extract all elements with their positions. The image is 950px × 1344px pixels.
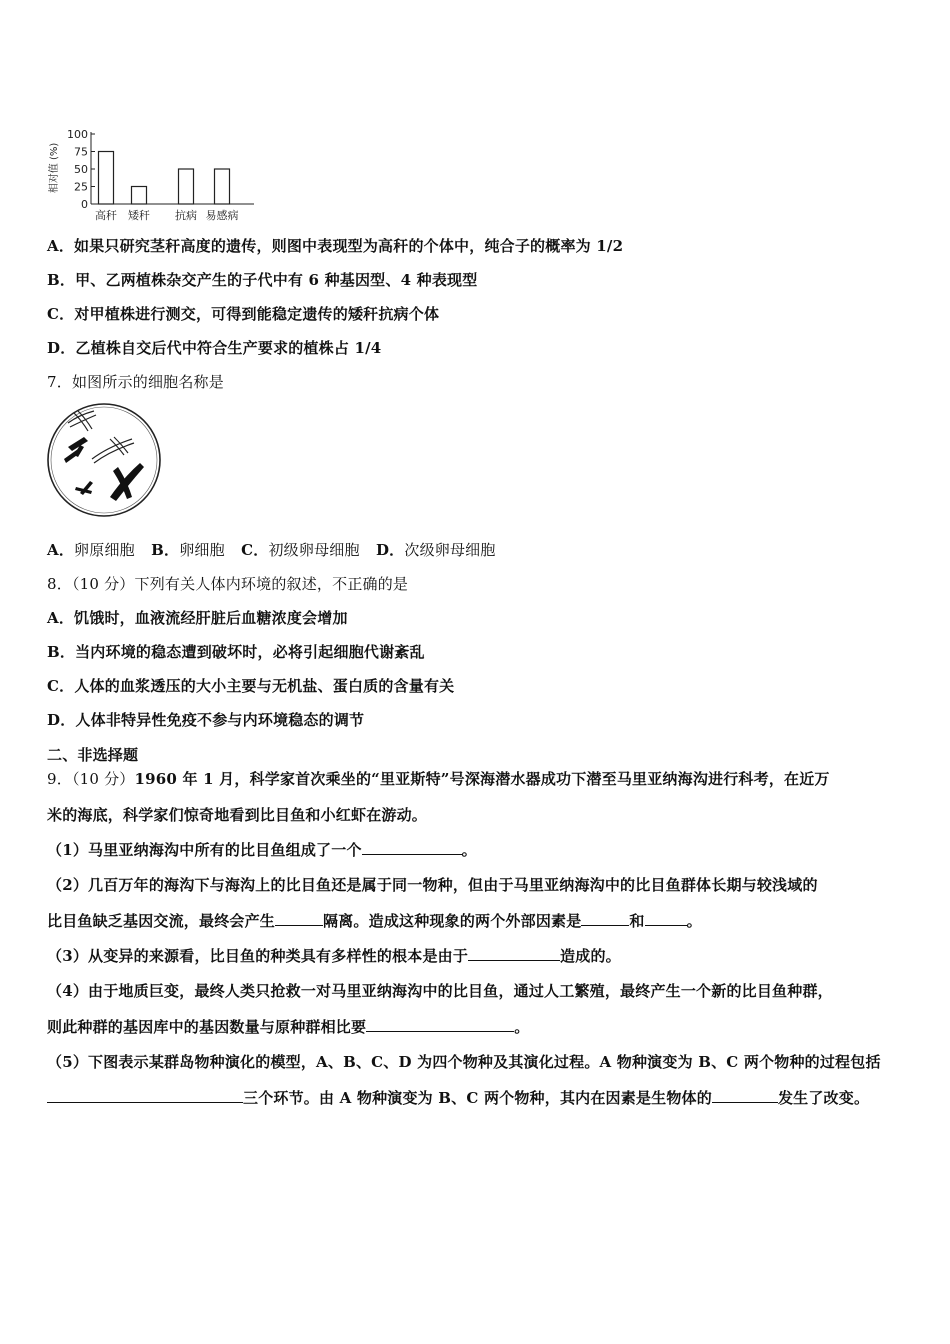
q9-part3 xyxy=(47,946,621,966)
y-tick-label: 0 xyxy=(81,198,88,211)
option-text: 甲、乙两植株杂交产生的子代中有 6 种基因型、4 种表现型 xyxy=(75,271,478,289)
x-tick-label: 矮秆 xyxy=(128,209,150,222)
question-score: （10 分） xyxy=(71,575,135,593)
text: （3）从变异的来源看，比目鱼的种类具有多样性的根本是由于 xyxy=(47,947,469,965)
question-number: 8． xyxy=(47,575,72,593)
q8-option-c[interactable] xyxy=(47,676,454,696)
option-letter: A． xyxy=(47,237,75,255)
answer-blank-6[interactable] xyxy=(366,1017,514,1032)
option-text: 卵原细胞 xyxy=(74,541,135,559)
option-text: 当内环境的稳态遭到破坏时，必将引起细胞代谢紊乱 xyxy=(75,643,425,661)
y-tick-label: 25 xyxy=(74,180,88,194)
q6-option-b[interactable] xyxy=(47,270,477,290)
q6-option-d[interactable] xyxy=(47,338,381,358)
option-text: 人体的血浆透压的大小主要与无机盐、蛋白质的含量有关 xyxy=(74,677,455,695)
text: 隔离。造成这种现象的两个外部因素是 xyxy=(323,912,582,930)
bar-2 xyxy=(132,187,147,205)
text: 和 xyxy=(629,912,645,930)
q9-part2-line2 xyxy=(47,911,702,931)
text: 比目鱼缺乏基因交流，最终会产生 xyxy=(47,912,276,930)
answer-blank-8[interactable] xyxy=(712,1088,778,1103)
answer-blank-5[interactable] xyxy=(468,946,560,961)
q6-option-c[interactable] xyxy=(47,304,439,324)
y-tick-label: 100 xyxy=(67,128,88,141)
q7-stem: 7．如图所示的细胞名称是 xyxy=(47,373,224,391)
option-text: 初级卵母细胞 xyxy=(268,541,360,559)
option-letter: B． xyxy=(47,271,76,289)
bar-chart xyxy=(44,120,274,230)
q9-part4-line2 xyxy=(47,1017,529,1037)
bar-4 xyxy=(215,169,230,204)
q9-intro-line1 xyxy=(47,769,830,789)
option-letter: A． xyxy=(47,541,75,559)
option-text: 乙植株自交后代中符合生产要求的植株占 1/4 xyxy=(75,339,382,357)
option-text: 人体非特异性免疫不参与内环境稳态的调节 xyxy=(75,711,365,729)
q9-intro-line2: 米的海底，科学家们惊奇地看到比目鱼和小红虾在游动。 xyxy=(47,806,428,824)
text: 发生了改变。 xyxy=(777,1089,870,1107)
q7-option-d[interactable] xyxy=(376,541,496,559)
option-text: 卵细胞 xyxy=(179,541,225,559)
q8-option-b[interactable] xyxy=(47,642,425,662)
x-tick-label: 易感病 xyxy=(205,209,239,222)
q7-option-c[interactable] xyxy=(241,541,360,559)
question-number: 9． xyxy=(47,770,72,788)
option-letter: C． xyxy=(241,541,269,559)
option-letter: B． xyxy=(151,541,180,559)
text: 。 xyxy=(686,912,702,930)
x-tick-label: 抗病 xyxy=(175,209,197,222)
q9-part5-line1: （5）下图表示某群岛物种演化的模型，A、B、C、D 为四个物种及其演化过程。A 物种演变为 B、C 两个物种的过程包括 xyxy=(47,1053,881,1071)
option-text: 次级卵母细胞 xyxy=(404,541,496,559)
section-heading: 二、非选择题 xyxy=(47,746,139,764)
option-text: 对甲植株进行测交，可得到能稳定遗传的矮秆抗病个体 xyxy=(74,305,440,323)
text: 。 xyxy=(461,841,477,859)
y-tick-label: 75 xyxy=(74,145,88,159)
y-tick-label: 50 xyxy=(74,163,88,176)
question-text: 1960 年 1 月，科学家首次乘坐的“里亚斯特”号深海潜水器成功下潜至马里亚纳海沟进行科考，在近万 xyxy=(134,770,830,788)
answer-blank-2[interactable] xyxy=(275,911,323,926)
bar-1 xyxy=(99,152,114,205)
option-text: 饥饿时，血液流经肝脏后血糖浓度会增加 xyxy=(74,609,348,627)
answer-blank-3[interactable] xyxy=(581,911,629,926)
text: （1）马里亚纳海沟中所有的比目鱼组成了一个 xyxy=(47,841,362,859)
q9-part1 xyxy=(47,840,477,860)
answer-blank-7[interactable] xyxy=(47,1088,243,1103)
question-text: 下列有关人体内环境的叙述，不正确的是 xyxy=(134,575,409,593)
option-text: 如果只研究茎秆高度的遗传，则图中表现型为高秆的个体中，纯合子的概率为 1/2 xyxy=(74,237,624,255)
q7-options xyxy=(47,540,496,560)
y-axis-label: 相对值 (%) xyxy=(49,142,60,194)
q8-option-a[interactable] xyxy=(47,608,348,628)
q7-option-a[interactable] xyxy=(47,541,135,559)
q6-option-a[interactable] xyxy=(47,236,623,256)
q7-option-b[interactable] xyxy=(151,541,225,559)
option-letter: A． xyxy=(47,609,75,627)
q8-option-d[interactable] xyxy=(47,710,364,730)
text: 三个环节。由 A 物种演变为 B、C 两个物种，其内在因素是生物体的 xyxy=(243,1089,712,1107)
q9-part2-line1: （2）几百万年的海沟下与海沟上的比目鱼还是属于同一物种，但由于马里亚纳海沟中的比目鱼群体长期与较浅域的 xyxy=(47,876,818,894)
option-letter: D． xyxy=(47,339,76,357)
option-letter: D． xyxy=(47,711,76,729)
answer-blank-1[interactable] xyxy=(362,840,462,855)
cell-diagram xyxy=(44,401,164,519)
option-letter: B． xyxy=(47,643,76,661)
option-letter: D． xyxy=(375,541,405,559)
bar-3 xyxy=(179,169,194,204)
option-letter: C． xyxy=(47,305,75,323)
text: 造成的。 xyxy=(560,947,621,965)
text: 则此种群的基因库中的基因数量与原种群相比要 xyxy=(47,1018,367,1036)
q9-part5-line2 xyxy=(47,1088,869,1108)
x-tick-label: 高秆 xyxy=(95,209,117,222)
q9-part4-line1: （4）由于地质巨变，最终人类只抢救一对马里亚纳海沟中的比目鱼，通过人工繁殖，最终产生一个新的比目鱼种群， xyxy=(47,982,833,1000)
option-letter: C． xyxy=(47,677,75,695)
answer-blank-4[interactable] xyxy=(645,911,687,926)
q8-stem xyxy=(47,574,408,594)
text: 。 xyxy=(514,1018,530,1036)
question-score: （10 分） xyxy=(71,770,135,788)
